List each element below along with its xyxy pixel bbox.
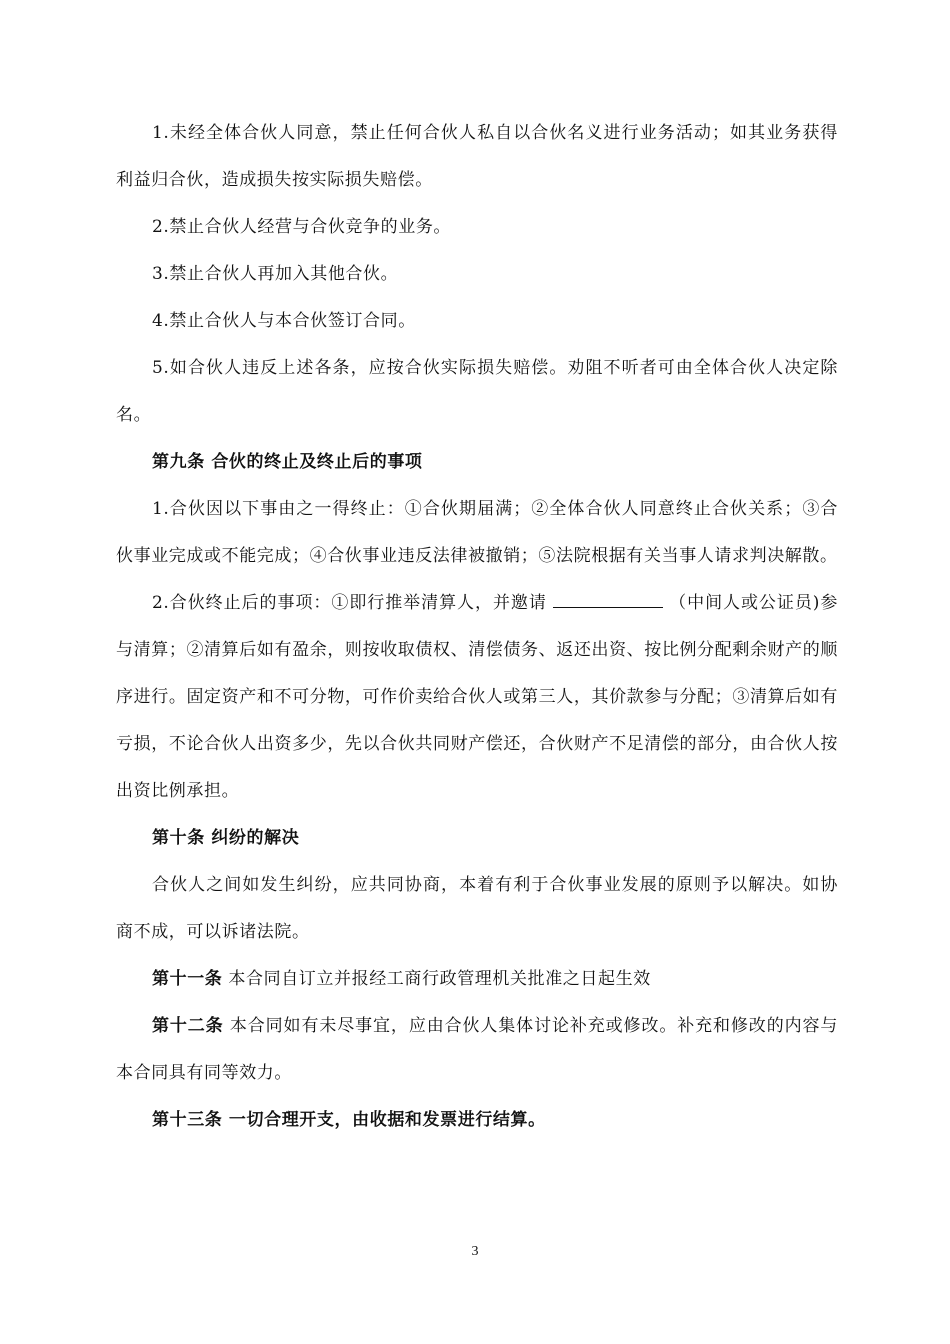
clause-paragraph-3: 3.禁止合伙人再加入其他合伙。 [152, 264, 399, 284]
article-9-heading: 第九条 合伙的终止及终止后的事项 [152, 452, 423, 472]
article-11-text: 本合同自订立并报经工商行政管理机关批准之日起生效 [222, 969, 651, 989]
article-9-paragraph-1: 1.合伙因以下事由之一得终止：①合伙期届满；②全体合伙人同意终止合伙关系；③合伙事业完成或不能完成；④合伙事业违反法律被撤销；⑤法院根据有关当事人请求判决解散。 [116, 499, 838, 566]
clause-paragraph-1: 1.未经全体合伙人同意，禁止任何合伙人私自以合伙名义进行业务活动；如其业务获得利益归合伙，造成损失按实际损失赔偿。 [116, 123, 838, 190]
clause-paragraph-2: 2.禁止合伙人经营与合伙竞争的业务。 [152, 217, 452, 237]
article-11-lead: 第十一条 [152, 969, 223, 989]
article-12-lead: 第十二条 [152, 1016, 224, 1036]
clause-paragraph-5: 5.如合伙人违反上述各条，应按合伙实际损失赔偿。劝阻不听者可由全体合伙人决定除名。 [116, 358, 838, 425]
article-10-paragraph-1: 合伙人之间如发生纠纷，应共同协商，本着有利于合伙事业发展的原则予以解决。如协商不成，可以诉诸法院。 [116, 875, 838, 942]
page-number: 3 [471, 1244, 479, 1259]
article-13-heading: 第十三条 一切合理开支，由收据和发票进行结算。 [152, 1110, 546, 1130]
article-12-text: 本合同如有未尽事宜，应由合伙人集体讨论补充或修改。补充和修改的内容与本合同具有同等效力。 [116, 1016, 838, 1083]
article-9-paragraph-2 [116, 580, 838, 815]
article-11 [116, 956, 838, 1003]
document-body [116, 110, 838, 1144]
article-9-paragraph-2-after: （中间人或公证员)参与清算；②清算后如有盈余，则按收取债权、清偿债务、返还出资、按比例分配剩余财产的顺序进行。固定资产和不可分物，可作价卖给合伙人或第三人，其价款参与分配；③清算后如有亏损，不论合伙人出资多少，先以合伙共同财产偿还，合伙财产不足清偿的部分，由合伙人按出资比例承担。 [116, 593, 838, 801]
article-12 [116, 1003, 838, 1097]
clause-paragraph-4: 4.禁止合伙人与本合伙签订合同。 [152, 311, 416, 331]
article-10-heading: 第十条 纠纷的解决 [152, 828, 300, 848]
fill-in-blank [553, 589, 663, 608]
article-9-paragraph-2-before: 2.合伙终止后的事项：①即行推举清算人，并邀请 [152, 593, 547, 613]
